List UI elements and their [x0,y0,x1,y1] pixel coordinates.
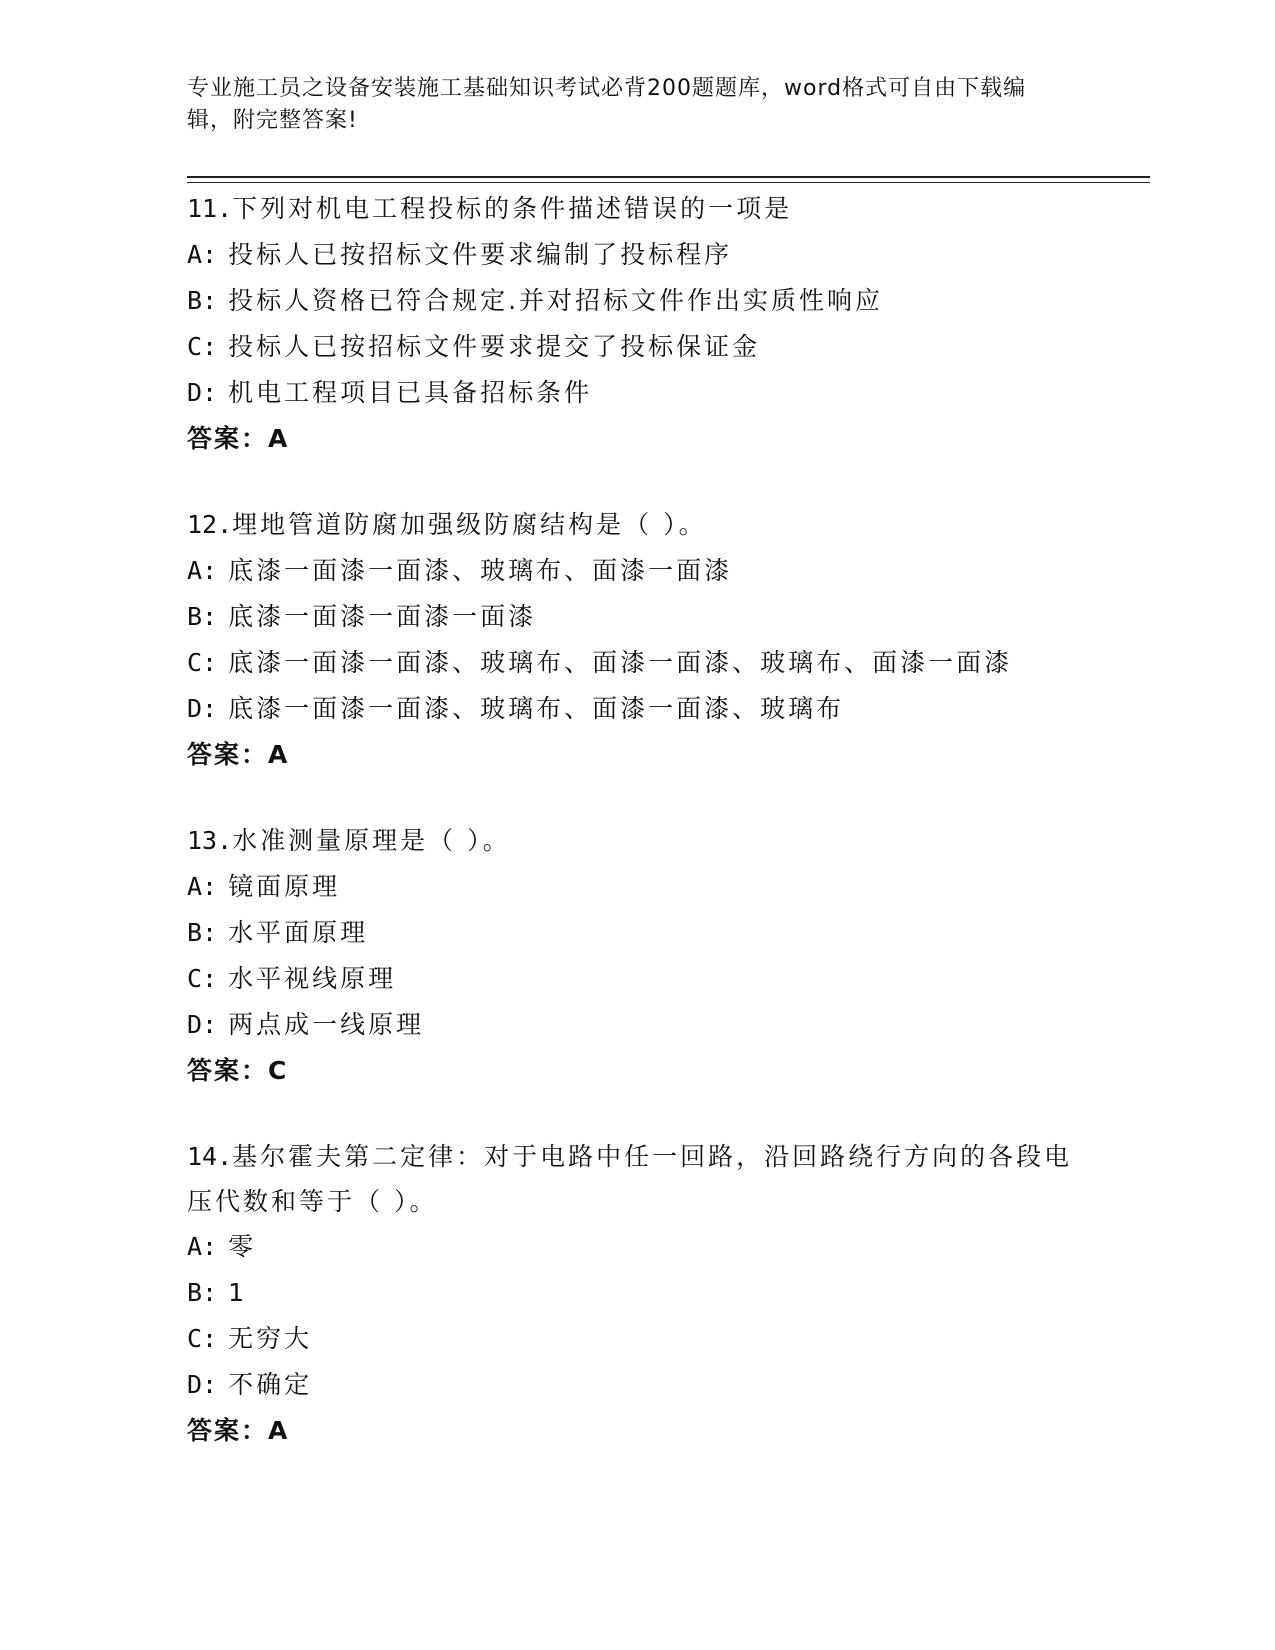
header-rule-thick [187,176,1150,178]
option-c [187,1316,1087,1362]
question-text: 水准测量原理是（ ）。 [232,826,511,855]
option-c [187,324,1087,370]
option-letter: B: [187,602,218,631]
option-a [187,864,1087,910]
question-number: 12. [187,510,233,539]
option-letter: A: [187,1232,218,1261]
option-a [187,1224,1087,1270]
option-text: 投标人已按招标文件要求提交了投标保证金 [228,332,761,361]
question-stem [187,186,1087,232]
question-text: 埋地管道防腐加强级防腐结构是（ ）。 [232,510,707,539]
answer-line: 答案：C [187,1056,289,1085]
option-b [187,1270,1087,1316]
option-letter: D: [187,378,218,407]
option-letter: D: [187,1010,218,1039]
option-text: 无穷大 [228,1324,313,1353]
option-b [187,594,1087,640]
option-letter: C: [187,332,218,361]
option-text: 底漆一面漆一面漆一面漆 [228,602,537,631]
option-d [187,686,1087,732]
answer-line: 答案：A [187,1416,290,1445]
option-c [187,640,1087,686]
option-letter: C: [187,964,218,993]
option-text: 镜面原理 [228,872,341,901]
option-text: 水平视线原理 [228,964,397,993]
option-text: 机电工程项目已具备招标条件 [228,378,593,407]
option-text: 底漆一面漆一面漆、玻璃布、面漆一面漆 [228,556,733,585]
option-d [187,1002,1087,1048]
option-text: 投标人已按招标文件要求编制了投标程序 [228,240,733,269]
option-letter: D: [187,694,218,723]
option-a [187,232,1087,278]
option-letter: A: [187,872,218,901]
option-letter: B: [187,1278,218,1307]
option-b [187,910,1087,956]
option-text: 底漆一面漆一面漆、玻璃布、面漆一面漆、玻璃布 [228,694,845,723]
question-12 [187,502,1087,778]
option-letter: B: [187,286,218,315]
option-letter: D: [187,1370,218,1399]
option-letter: C: [187,648,218,677]
option-b [187,278,1087,324]
option-letter: B: [187,918,218,947]
answer-line: 答案：A [187,740,290,769]
option-text: 零 [228,1232,257,1261]
option-text: 两点成一线原理 [228,1010,425,1039]
question-13 [187,818,1087,1094]
option-letter: A: [187,556,218,585]
question-text: 基尔霍夫第二定律：对于电路中任一回路，沿回路绕行方向的各段电压代数和等于（ ）。 [187,1142,1073,1216]
question-stem [187,1134,1077,1224]
option-text: 底漆一面漆一面漆、玻璃布、面漆一面漆、玻璃布、面漆一面漆 [228,648,1013,677]
question-11 [187,186,1087,462]
option-text: 不确定 [228,1370,313,1399]
option-d [187,1362,1087,1408]
question-number: 13. [187,826,233,855]
option-text: 水平面原理 [228,918,369,947]
question-stem [187,818,1087,864]
option-c [187,956,1087,1002]
option-text: 投标人资格已符合规定.并对招标文件作出实质性响应 [228,286,884,315]
document-header: 专业施工员之设备安装施工基础知识考试必背200题题库，word格式可自由下载编辑，附完整答案! [187,76,1027,133]
question-stem [187,502,1087,548]
answer-line: 答案：A [187,424,290,453]
option-d [187,370,1087,416]
option-letter: C: [187,1324,218,1353]
question-number: 11. [187,194,233,223]
option-text: 1 [228,1278,247,1307]
question-text: 下列对机电工程投标的条件描述错误的一项是 [232,194,793,223]
header-rule-thin [187,182,1150,183]
question-number: 14. [187,1142,233,1171]
question-14 [187,1134,1087,1454]
option-a [187,548,1087,594]
option-letter: A: [187,240,218,269]
